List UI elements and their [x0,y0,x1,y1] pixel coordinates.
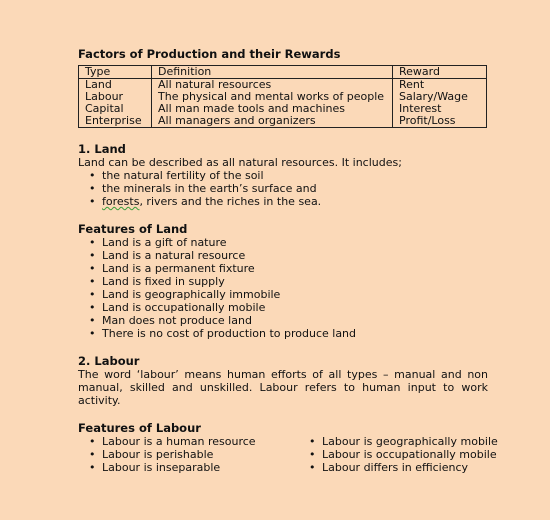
list-item: • Labour is inseparable [78,461,298,474]
land-heading: 1. Land [78,142,126,156]
land-section [78,142,488,208]
labour-text: The word ‘labour’ means human efforts of all types – manual and non manual, skilled and unskilled. Labour refers to human input to work activity. [78,368,488,407]
table-row [79,115,487,128]
table-header-row [79,66,487,79]
land-intro: Land can be described as all natural resources. It includes; [78,156,402,169]
features-land-heading: Features of Land [78,222,188,236]
list-item: • Labour differs in efficiency [298,461,488,474]
list-item: • Land is fixed in supply [78,275,488,288]
labour-section [78,354,488,407]
table-cell: Salary/Wage [399,90,468,103]
features-labour-list-right [298,435,498,474]
list-item: • Labour is occupationally mobile [298,448,488,461]
table-cell: The physical and mental works of people [152,91,393,103]
table-cell: Profit/Loss [399,114,456,127]
table-cell: Land [79,79,152,92]
list-item [78,195,488,208]
table-cell: All natural resources [152,79,393,92]
table-cell: All managers and organizers [152,115,393,128]
list-item-text: , rivers and the riches in the sea. [139,195,322,208]
table-cell: All man made tools and machines [152,103,393,115]
features-labour-columns [78,435,498,474]
land-list [78,169,488,208]
labour-heading: 2. Labour [78,354,140,368]
list-item: • the natural fertility of the soil [78,169,488,182]
list-item: • Man does not produce land [78,314,488,327]
list-item: • Land is occupationally mobile [78,301,488,314]
features-land-list [78,236,488,340]
table-cell: Capital [79,103,152,115]
list-item: • the minerals in the earth’s surface and [78,182,488,195]
list-item: • Land is a permanent fixture [78,262,488,275]
list-item: • Labour is perishable [78,448,298,461]
features-labour-heading: Features of Labour [78,421,201,435]
table-cell: Rent [399,78,425,91]
spellcheck-word: forests [102,195,140,208]
features-labour-list-left [78,435,298,474]
list-item: • Land is a gift of nature [78,236,488,249]
list-item: • There is no cost of production to produce land [78,327,488,340]
features-land-section [78,222,488,340]
table-header-definition: Definition [152,66,393,79]
list-item: • Land is geographically immobile [78,288,488,301]
table-cell: Enterprise [79,115,152,128]
table-header-reward: Reward [393,66,487,79]
factors-table [78,65,487,128]
document-title: Factors of Production and their Rewards [78,47,341,61]
list-item: • Land is a natural resource [78,249,488,262]
table-header-type: Type [79,66,152,79]
table-cell: Labour [79,91,152,103]
table-cell: Interest [399,102,442,115]
document-page [78,47,498,474]
list-item: • Labour is a human resource [78,435,298,448]
list-item: • Labour is geographically mobile [298,435,488,448]
features-labour-section [78,421,498,474]
